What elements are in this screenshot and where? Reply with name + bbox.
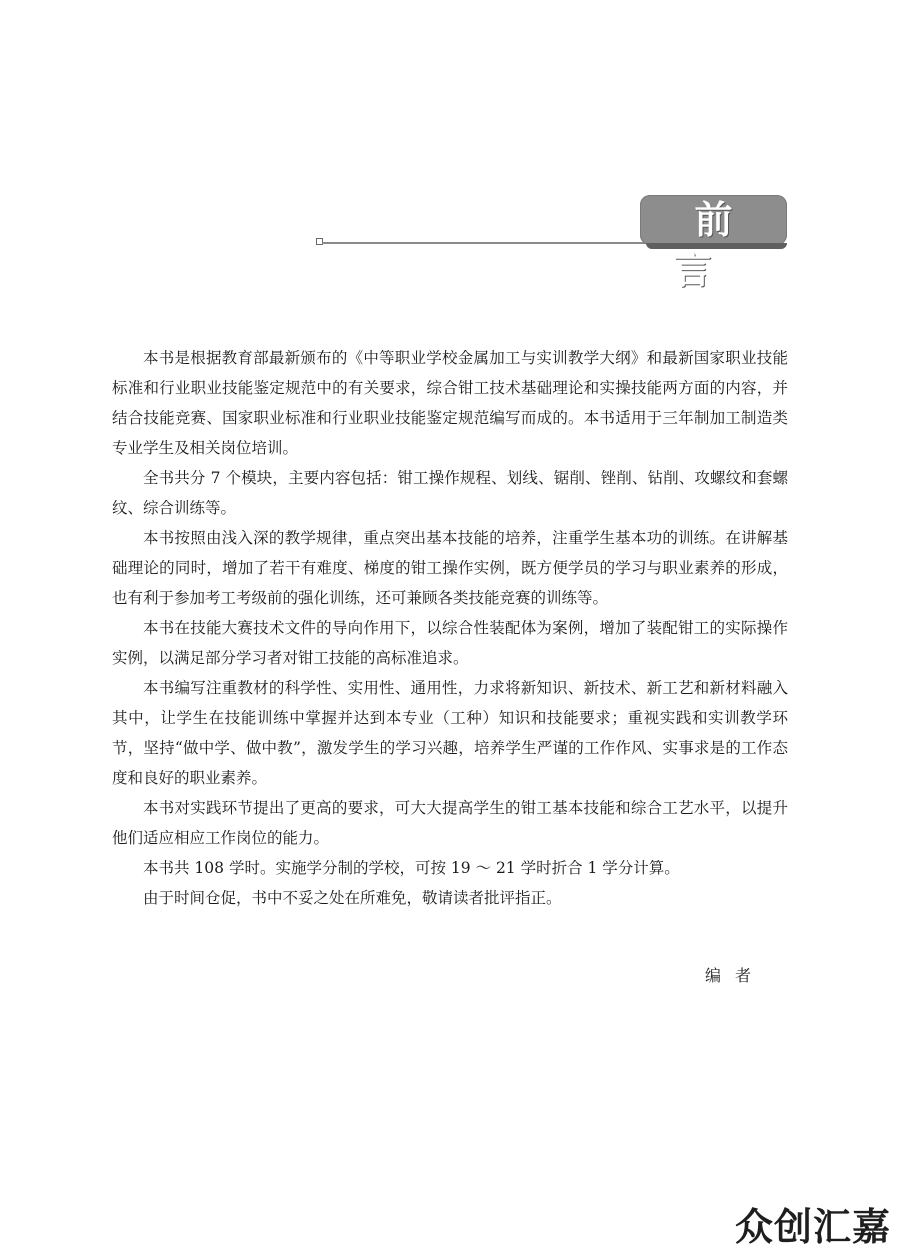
paragraph: 本书编写注重教材的科学性、实用性、通用性，力求将新知识、新技术、新工艺和新材料融入其中，让学生在技能训练中掌握并达到本专业（工种）知识和技能要求；重视实践和实训教学环节，坚持“做中学、做中教”，激发学生的学习兴趣，培养学生严谨的工作作风、实事求是的工作态度和良好的职业素养。: [112, 679, 788, 787]
paragraph: 本书共 108 学时。实施学分制的学校，可按 19 ～ 21 学时折合 1 学分计算。: [143, 859, 680, 877]
preface-body: [112, 343, 788, 913]
paragraph: 全书共分 7 个模块，主要内容包括：钳工操作规程、划线、锯削、锉削、钻削、攻螺纹和套螺纹、综合训练等。: [112, 469, 788, 517]
section-title: 前 言: [673, 198, 775, 292]
section-title-badge: [640, 195, 787, 292]
header-rule: [322, 242, 652, 244]
author-signature: 编者: [705, 966, 766, 985]
paragraph: 本书按照由浅入深的教学规律，重点突出基本技能的培养，注重学生基本功的训练。在讲解基础理论的同时，增加了若干有难度、梯度的钳工操作实例，既方便学员的学习与职业素养的形成，也有利于参加考工考级前的强化训练，还可兼顾各类技能竞赛的训练等。: [112, 529, 788, 607]
paragraph: 由于时间仓促，书中不妥之处在所难免，敬请读者批评指正。: [143, 889, 562, 907]
paragraph: 本书在技能大赛技术文件的导向作用下，以综合性装配体为案例，增加了装配钳工的实际操作实例，以满足部分学习者对钳工技能的高标准追求。: [112, 619, 788, 667]
paragraph: 本书是根据教育部最新颁布的《中等职业学校金属加工与实训教学大纲》和最新国家职业技能标准和行业职业技能鉴定规范中的有关要求，综合钳工技术基础理论和实操技能两方面的内容，并结合技能竞赛、国家职业标准和行业职业技能鉴定规范编写而成的。本书适用于三年制加工制造类专业学生及相关岗位培训。: [112, 349, 788, 457]
paragraph: 本书对实践环节提出了更高的要求，可大大提高学生的钳工基本技能和综合工艺水平，以提升他们适应相应工作岗位的能力。: [112, 799, 788, 847]
watermark-logo: 众创汇嘉: [734, 1205, 891, 1249]
